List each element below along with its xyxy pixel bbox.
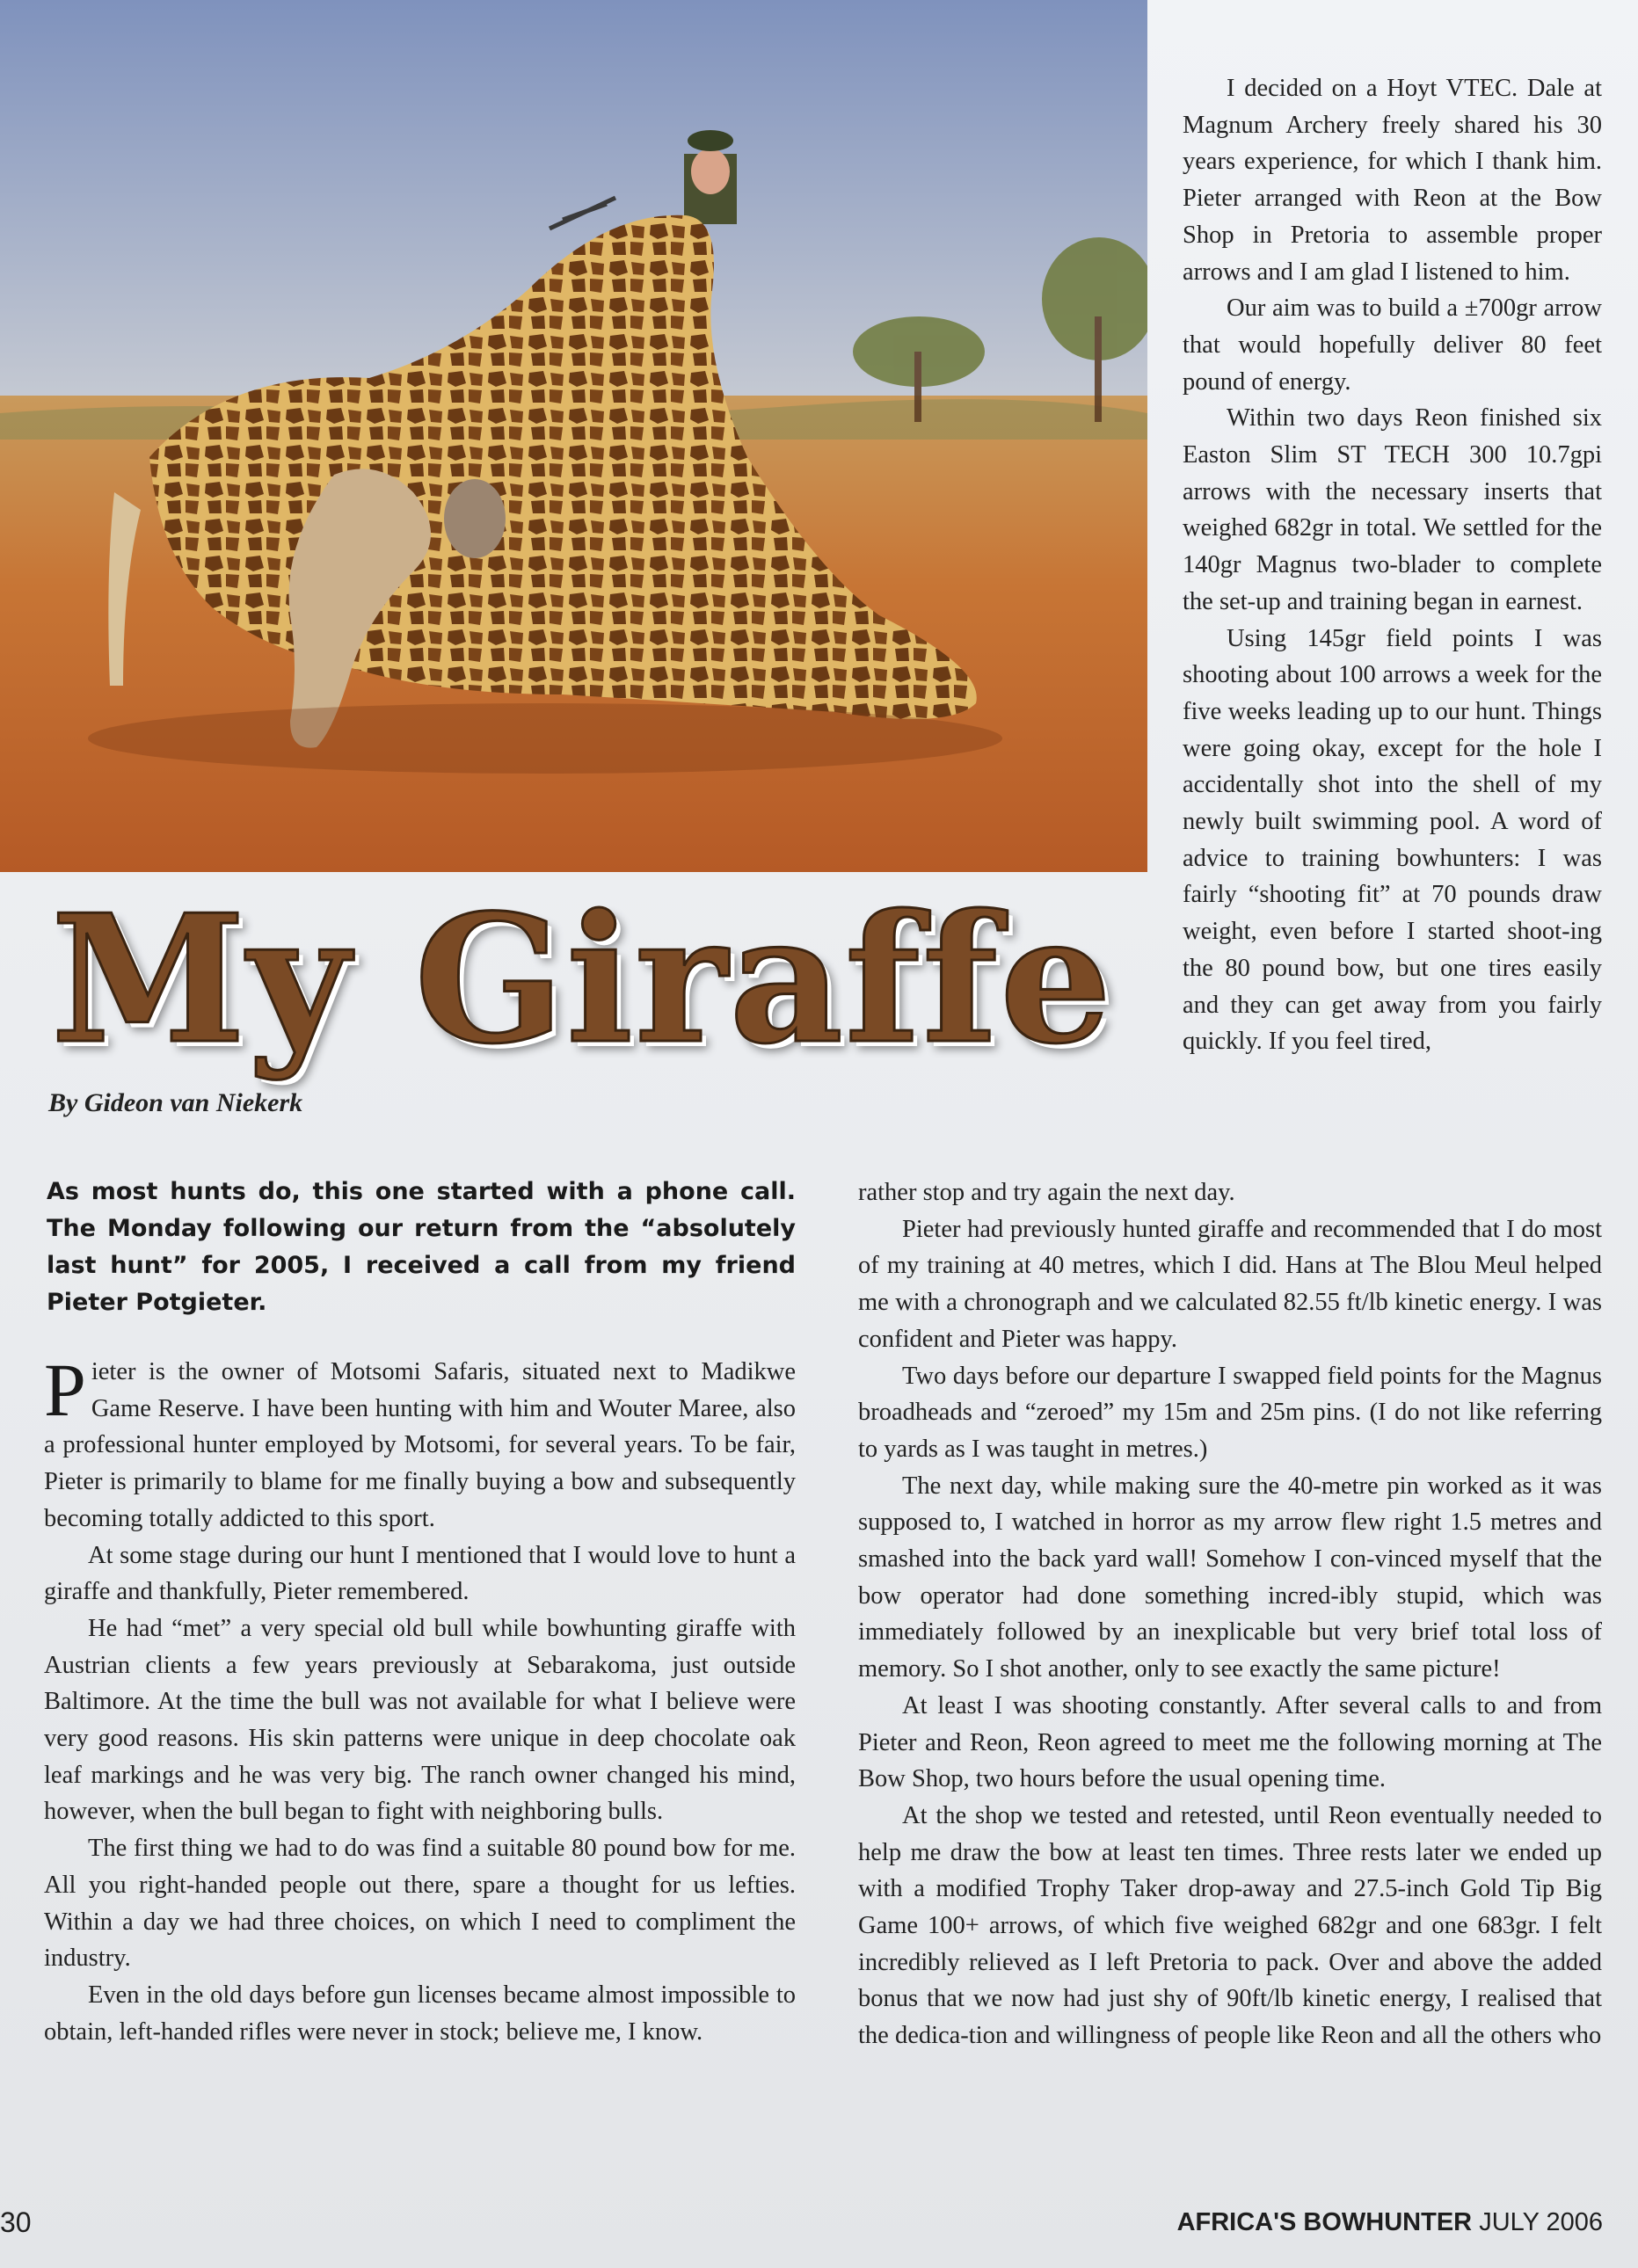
right-top-paragraph-4: Using 145gr field points I was shooting about 100 arrows a week for the five weeks leading up to our hunt. Things were going okay, except for the hole I accidentally shot into the shell of my newly built swimming pool. A word of advice to training bowhunters: I was fairly “shooting fit” at 70 pounds draw weight, even before I started shoot-ing the 80 pound bow, but one tires easily and they can get away from you fairly quickly. If you feel tired, (1183, 624, 1602, 1056)
right-bottom-paragraph-2: Pieter had previously hunted giraffe and recommended that I do most of my training at 40 metres, which I did. Hans at The Blou Meul helped me with a chronograph and we calculated 82.55 ft/lb kinetic energy. I was confident and Pieter was happy. (858, 1215, 1602, 1353)
article-title: My Giraffe (51, 876, 1114, 1083)
right-top-paragraph-2: Our aim was to build a ±700gr arrow that would hopefully deliver 80 feet pound of energy. (1183, 294, 1602, 396)
issue-date: JULY 2006 (1479, 2208, 1603, 2236)
right-bottom-paragraph-5: At least I was shooting constantly. After several calls to and from Pieter and Reon, Reon agreed to meet me the following morning at The Bow Shop, two hours before the usual opening time. (858, 1691, 1602, 1793)
left-paragraph-5: Even in the old days before gun licenses became almost impossible to obtain, left-handed rifles were never in stock; believe me, I know. (44, 1981, 796, 2046)
drop-cap: P (44, 1348, 86, 1432)
right-bottom-paragraph-3: Two days before our departure I swapped field points for the Magnus broadheads and “zeroed” my 15m and 25m pins. (I do not like referring to yards as I was taught in metres.) (858, 1362, 1602, 1463)
magazine-name: AFRICA'S BOWHUNTER (1176, 2208, 1473, 2236)
left-column (44, 1348, 796, 2050)
left-paragraph-1: Pieter is the owner of Motsomi Safaris, situated next to Madikwe Game Reserve. I have been hunting with him and Wouter Maree, also a professional hunter employed by Motsomi, for several years. To be fair, Pieter is primarily to blame for me finally buying a bow and subsequently becoming totally addicted to this sport. (44, 1348, 796, 1532)
right-top-paragraph-1: I decided on a Hoyt VTEC. Dale at Magnum Archery freely shared his 30 years experience, for which I thank him. Pieter arranged with Reon at the Bow Shop in Pretoria to assemble proper arrows and I am glad I listened to him. (1183, 75, 1602, 286)
byline: By Gideon van Niekerk (48, 1088, 303, 1117)
right-bottom-paragraph-1: rather stop and try again the next day. (858, 1179, 1235, 1206)
lead-paragraph: As most hunts do, this one started with a phone call. The Monday following our return from the “absolutely last hunt” for 2005, I received a call from my friend Pieter Potgieter. (47, 1178, 796, 1316)
right-column-bottom (858, 1174, 1602, 2054)
giraffe-illustration (0, 0, 1147, 872)
magazine-footer (1177, 2208, 1603, 2237)
left-paragraph-4: The first thing we had to do was find a suitable 80 pound bow for me. All you right-handed people out there, spare a thought for us lefties. Within a day we had three choices, on which I need to compliment the industry. (44, 1835, 796, 1973)
right-column-top (1183, 70, 1602, 1060)
right-top-paragraph-3: Within two days Reon finished six Easton Slim ST TECH 300 10.7gpi arrows with the necessary inserts that weighed 682gr in total. We settled for the 140gr Magnus two-blader to complete the set-up and training began in earnest. (1183, 404, 1602, 615)
page-number: 30 (0, 2206, 32, 2238)
giraffe-photo (0, 0, 1147, 872)
left-paragraph-3: He had “met” a very special old bull while bowhunting giraffe with Austrian clients a few years previously at Sebarakoma, just outside Baltimore. At the time the bull was not available for what I believe were very good reasons. His skin patterns were unique in deep chocolate oak leaf markings and he was very big. The ranch owner changed his mind, however, when the bull began to fight with neighboring bulls. (44, 1614, 796, 1826)
right-bottom-paragraph-4: The next day, while making sure the 40-metre pin worked as it was supposed to, I watched in horror as my arrow flew right 1.5 metres and smashed into the back yard wall! Somehow I con-vinced myself that the bow operator had done something incred-ibly stupid, which was immediately followed by an inexplicable but very brief total loss of memory. So I shot another, only to see exactly the same picture! (858, 1472, 1602, 1683)
left-paragraph-2: At some stage during our hunt I mentioned that I would love to hunt a giraffe and thankfully, Pieter remembered. (44, 1541, 796, 1606)
right-bottom-paragraph-6: At the shop we tested and retested, until Reon eventually needed to help me draw the bow at least ten times. Three rests later we ended up with a modified Trophy Taker drop-away and 27.5-inch Gold Tip Big Game 100+ arrows, of which five weighed 682gr and one 683gr. I felt incredibly relieved as I left Pretoria to pack. Over and above the added bonus that we now had just shy of 90ft/lb kinetic energy, I realised that the dedica-tion and willingness of people like Reon and all the others who (858, 1801, 1602, 2050)
